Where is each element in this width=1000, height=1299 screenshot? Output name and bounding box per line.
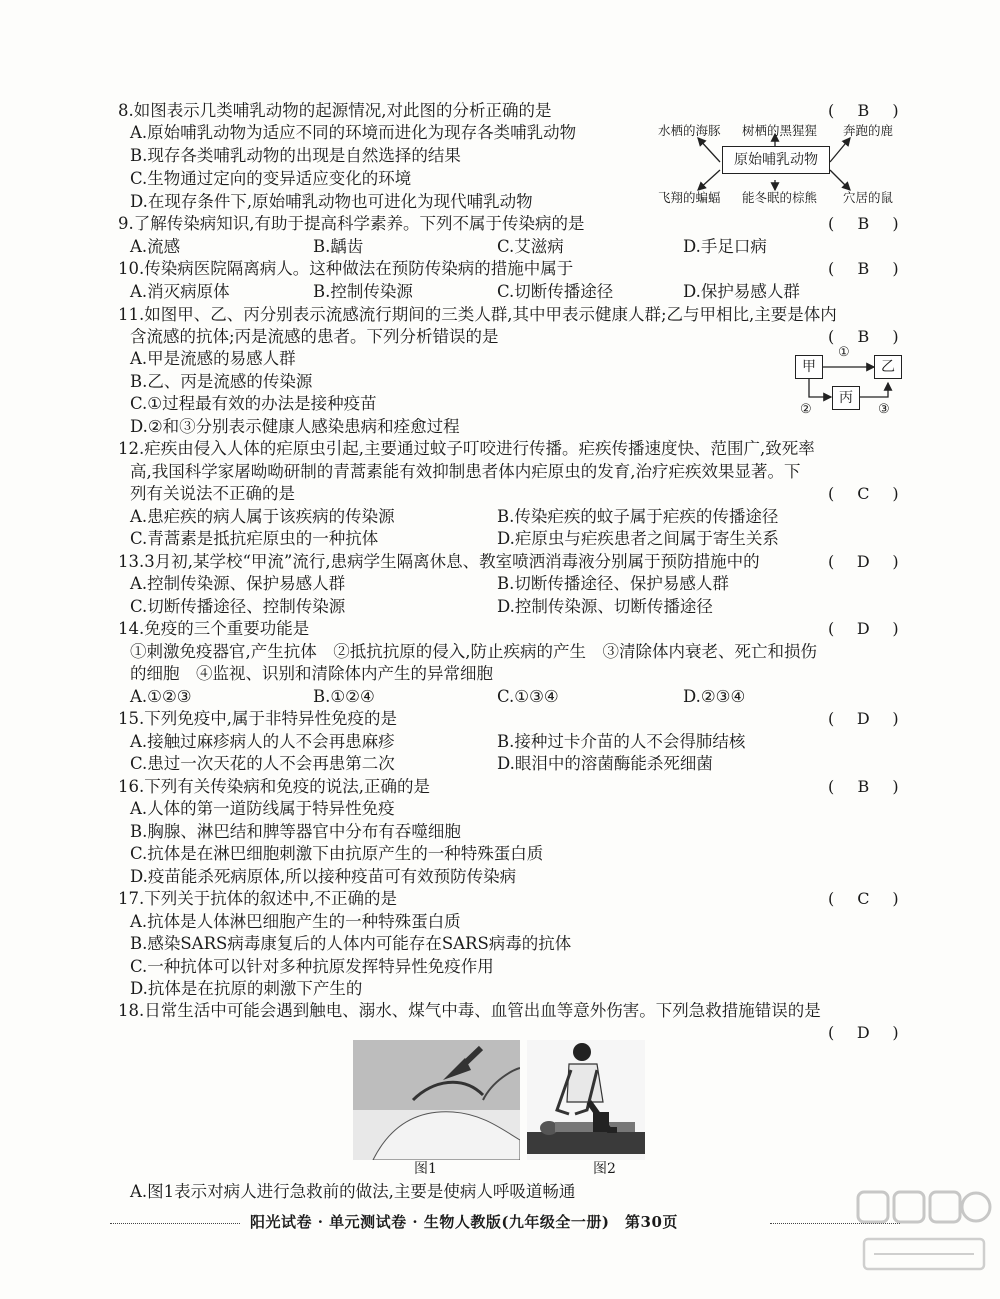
q13-option-c: C.切断传播途径、控制传染源 [130,597,346,616]
q11-stem-line1: 11.如图甲、乙、丙分别表示流感流行期间的三类人群,其中甲表示健康人群;乙与甲相比,主要是体内 [118,305,837,324]
q10-option-b: B.控制传染源 [313,282,413,301]
q13-option-a: A.控制传染源、保护易感人群 [130,574,346,593]
q14-option-c: C.①③④ [497,687,559,706]
figure-2-drawing [527,1040,645,1160]
q8-option-b: B.现存各类哺乳动物的出现是自然选择的结果 [130,146,461,165]
q8-center-box: 原始哺乳动物 [722,146,830,174]
q9-option-a: A.流感 [130,237,181,256]
q16-stem: 16.下列有关传染病和免疫的说法,正确的是 [118,777,430,796]
q12-option-c: C.青蒿素是抵抗疟原虫的一种抗体 [130,529,379,548]
q13-answer: ( D ) [828,552,899,571]
q16-option-b: B.胸腺、淋巴结和脾等器官中分布有吞噬细胞 [130,822,461,841]
q11-option-c: C.①过程最有效的办法是接种疫苗 [130,394,377,413]
q13-option-b: B.切断传播途径、保护易感人群 [497,574,729,593]
q8-stem: 8.如图表示几类哺乳动物的起源情况,对此图的分析正确的是 [118,101,552,120]
q8-label-bear: 能冬眠的棕熊 [742,190,818,205]
q12-option-b: B.传染疟疾的蚊子属于疟疾的传播途径 [497,507,779,526]
q11-step-1: ① [838,345,850,360]
figure-2-image [527,1040,645,1160]
figure-1-caption: 图1 [414,1161,437,1177]
q16-option-d: D.疫苗能杀死病原体,所以接种疫苗可有效预防传染病 [130,867,517,886]
q14-option-d: D.②③④ [683,687,746,706]
q14-answer: ( D ) [828,619,899,638]
q14-items-line1: ①刺激免疫器官,产生抗体 ②抵抗抗原的侵入,防止疾病的产生 ③清除体内衰老、死亡和损伤 [130,642,817,661]
footer-text: 阳光试卷 · 单元测试卷 · 生物人教版(九年级全一册) 第30页 [250,1213,678,1231]
q17-option-b: B.感染SARS病毒康复后的人体内可能存在SARS病毒的抗体 [130,934,572,953]
q8-option-d: D.在现存条件下,原始哺乳动物也可进化为现代哺乳动物 [130,192,533,211]
q11-option-d: D.②和③分别表示健康人感染患病和痊愈过程 [130,417,460,436]
q10-option-d: D.保护易感人群 [683,282,800,301]
q11-answer: ( B ) [828,327,899,346]
q17-stem: 17.下列关于抗体的叙述中,不正确的是 [118,889,397,908]
q15-option-d: D.眼泪中的溶菌酶能杀死细菌 [497,754,713,773]
q13-stem: 13.3月初,某学校“甲流”流行,患病学生隔离休息、教室喷洒消毒液分别属于预防措施中的 [118,552,760,571]
q10-option-a: A.消灭病原体 [130,282,230,301]
q9-option-c: C.艾滋病 [497,237,564,256]
q11-box-yi: 乙 [874,355,902,379]
q18-option-a: A.图1表示对病人进行急救前的做法,主要是使病人呼吸道畅通 [130,1182,576,1201]
q11-step-3: ③ [878,402,890,417]
q11-option-b: B.乙、丙是流感的传染源 [130,372,313,391]
watermark-logo-graphic [854,1184,994,1279]
figure-1-image [353,1040,520,1160]
q12-stem-line2: 高,我国科学家屠呦呦研制的青蒿素能有效抑制患者体内疟原虫的发育,治疗疟疾效果显著。下 [130,462,801,481]
q8-answer: ( B ) [828,101,899,120]
q10-answer: ( B ) [828,259,899,278]
q15-option-a: A.接触过麻疹病人的人不会再患麻疹 [130,732,395,751]
q15-answer: ( D ) [828,709,899,728]
q17-option-d: D.抗体是在抗原的刺激下产生的 [130,979,363,998]
q10-option-c: C.切断传播途径 [497,282,614,301]
q12-stem-line3: 列有关说法不正确的是 [130,484,295,503]
q17-option-c: C.一种抗体可以针对多种抗原发挥特异性免疫作用 [130,957,494,976]
q15-stem: 15.下列免疫中,属于非特异性免疫的是 [118,709,397,728]
q12-option-a: A.患疟疾的病人属于该疾病的传染源 [130,507,395,526]
q13-option-d: D.控制传染源、切断传播途径 [497,597,713,616]
q9-option-d: D.手足口病 [683,237,767,256]
q8-label-deer: 奔跑的鹿 [843,123,894,138]
q14-stem: 14.免疫的三个重要功能是 [118,619,310,638]
q18-stem: 18.日常生活中可能会遇到触电、溺水、煤气中毒、血管出血等意外伤害。下列急救措施错误的是 [118,1001,821,1020]
q11-option-a: A.甲是流感的易感人群 [130,349,296,368]
q12-option-d: D.疟原虫与疟疾患者之间属于寄生关系 [497,529,779,548]
q8-label-dolphin: 水栖的海豚 [658,123,721,138]
q8-option-a: A.原始哺乳动物为适应不同的环境而进化为现存各类哺乳动物 [130,123,577,142]
q11-stem-line2: 含流感的抗体;丙是流感的患者。下列分析错误的是 [130,327,499,346]
q9-answer: ( B ) [828,214,899,233]
q15-option-c: C.患过一次天花的人不会再患第二次 [130,754,395,773]
q8-label-bat: 飞翔的蝙蝠 [658,190,721,205]
q14-option-a: A.①②③ [130,687,192,706]
q11-box-jia: 甲 [795,355,823,379]
q11-box-bing: 丙 [832,386,860,410]
figure-1-drawing [353,1040,520,1160]
q16-option-c: C.抗体是在淋巴细胞刺激下由抗原产生的一种特殊蛋白质 [130,844,544,863]
q18-answer: ( D ) [828,1023,899,1042]
figure-2-caption: 图2 [593,1161,616,1177]
footer-dots-left [110,1223,240,1224]
q9-stem: 9.了解传染病知识,有助于提高科学素养。下列不属于传染病的是 [118,214,585,233]
q16-option-a: A.人体的第一道防线属于特异性免疫 [130,799,395,818]
q17-answer: ( C ) [828,889,899,908]
q8-label-chimpanzee: 树栖的黑猩猩 [742,123,818,138]
q10-stem: 10.传染病医院隔离病人。这种做法在预防传染病的措施中属于 [118,259,574,278]
q12-stem-line1: 12.疟疾由侵入人体的疟原虫引起,主要通过蚊子叮咬进行传播。疟疾传播速度快、范围广,致死率 [118,439,815,458]
q17-option-a: A.抗体是人体淋巴细胞产生的一种特殊蛋白质 [130,912,461,931]
page-footer [110,1211,900,1235]
q16-answer: ( B ) [828,777,899,796]
q11-step-2: ② [800,402,812,417]
q15-option-b: B.接种过卡介苗的人不会得肺结核 [497,732,746,751]
q12-answer: ( C ) [828,484,899,503]
watermark-logo [854,1184,994,1279]
q9-option-b: B.龋齿 [313,237,364,256]
q14-items-line2: 的细胞 ④监视、识别和清除体内产生的异常细胞 [130,664,493,683]
q14-option-b: B.①②④ [313,687,375,706]
q8-option-c: C.生物通过定向的变异适应变化的环境 [130,169,412,188]
q8-label-mouse: 穴居的鼠 [843,190,894,205]
